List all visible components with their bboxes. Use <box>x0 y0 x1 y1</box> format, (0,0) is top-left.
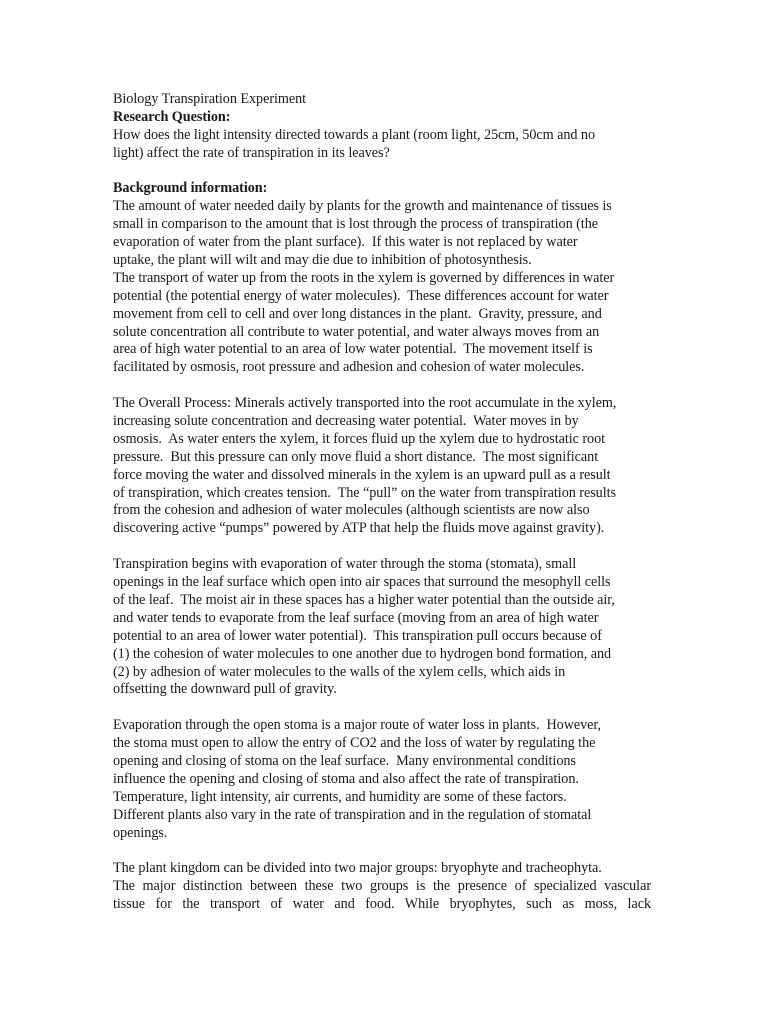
paragraph-gap <box>113 842 651 860</box>
text-line: pressure. But this pressure can only move fluid a short distance. The most significant <box>113 448 599 465</box>
paragraph-2 <box>113 395 651 538</box>
text-line: tissue for the transport of water and food. While bryophytes, such as moss, lack <box>113 896 651 913</box>
research-question-heading: Research Question: <box>113 108 231 125</box>
text-line: The transport of water up from the roots in the xylem is governed by differences in water <box>113 269 615 286</box>
background-heading: Background information: <box>113 180 268 197</box>
text-line: Different plants also vary in the rate of transpiration and in the regulation of stomatal <box>113 806 592 823</box>
text-line: from the cohesion and adhesion of water molecules (although scientists are now also <box>113 502 590 519</box>
text-line: offsetting the downward pull of gravity. <box>113 681 337 698</box>
text-line: opening and closing of stoma on the leaf surface. Many environmental conditions <box>113 752 576 769</box>
text-line: the stoma must open to allow the entry of CO2 and the loss of water by regulating the <box>113 735 596 752</box>
document-title: Biology Transpiration Experiment <box>113 91 307 107</box>
text-line: How does the light intensity directed towards a plant (room light, 25cm, 50cm and no <box>113 126 596 143</box>
text-line: movement from cell to cell and over long distances in the plant. Gravity, pressure, and <box>113 305 602 322</box>
text-line: The major distinction between these two groups is the presence of specialized vascular <box>113 878 651 895</box>
research-question-text <box>113 127 651 163</box>
text-line: discovering active “pumps” powered by ATP that help the fluids move against gravity). <box>113 520 605 537</box>
text-line: uptake, the plant will wilt and may die due to inhibition of photosynthesis. <box>113 252 532 269</box>
paragraph-gap <box>113 163 651 181</box>
text-line: small in comparison to the amount that is lost through the process of transpiration (the <box>113 216 598 233</box>
document-page <box>113 91 651 914</box>
paragraph-gap <box>113 377 651 395</box>
paragraph-5 <box>113 860 651 914</box>
text-line: and water tends to evaporate from the leaf surface (moving from an area of high water <box>113 609 599 626</box>
text-line: openings in the leaf surface which open into air spaces that surround the mesophyll cells <box>113 574 611 591</box>
text-line: (2) by adhesion of water molecules to the walls of the xylem cells, which aids in <box>113 663 566 680</box>
text-line: Transpiration begins with evaporation of water through the stoma (stomata), small <box>113 556 577 573</box>
text-line: openings. <box>113 824 168 841</box>
text-line: area of high water potential to an area of low water potential. The movement itself is <box>113 341 593 358</box>
paragraph-gap <box>113 699 651 717</box>
text-line: The plant kingdom can be divided into two major groups: bryophyte and tracheophyta. <box>113 860 602 877</box>
text-line: (1) the cohesion of water molecules to one another due to hydrogen bond formation, and <box>113 645 612 662</box>
text-line: of the leaf. The moist air in these spaces has a higher water potential than the outside air, <box>113 591 615 608</box>
text-line: Evaporation through the open stoma is a major route of water loss in plants. However, <box>113 717 602 734</box>
text-line: potential (the potential energy of water molecules). These differences account for water <box>113 287 609 304</box>
text-line: force moving the water and dissolved minerals in the xylem is an upward pull as a result <box>113 466 611 483</box>
text-line: potential to an area of lower water potential). This transpiration pull occurs because of <box>113 627 602 644</box>
text-line: facilitated by osmosis, root pressure and adhesion and cohesion of water molecules. <box>113 359 585 376</box>
text-line: evaporation of water from the plant surface). If this water is not replaced by water <box>113 234 578 251</box>
text-line: The amount of water needed daily by plants for the growth and maintenance of tissues is <box>113 198 612 215</box>
text-line: of transpiration, which creates tension. The “pull” on the water from transpiration results <box>113 484 616 501</box>
paragraph-gap <box>113 538 651 556</box>
text-line: increasing solute concentration and decreasing water potential. Water moves in by <box>113 413 579 430</box>
paragraph-1 <box>113 198 651 377</box>
paragraph-3 <box>113 556 651 699</box>
text-line: Temperature, light intensity, air currents, and humidity are some of these factors. <box>113 788 567 805</box>
paragraph-4 <box>113 717 651 842</box>
text-line: light) affect the rate of transpiration in its leaves? <box>113 144 390 161</box>
text-line: solute concentration all contribute to water potential, and water always moves from an <box>113 323 600 340</box>
text-line: The Overall Process: Minerals actively transported into the root accumulate in the xylem, <box>113 395 617 412</box>
text-line: influence the opening and closing of stoma and also affect the rate of transpiration. <box>113 770 579 787</box>
text-line: osmosis. As water enters the xylem, it forces fluid up the xylem due to hydrostatic root <box>113 430 606 447</box>
